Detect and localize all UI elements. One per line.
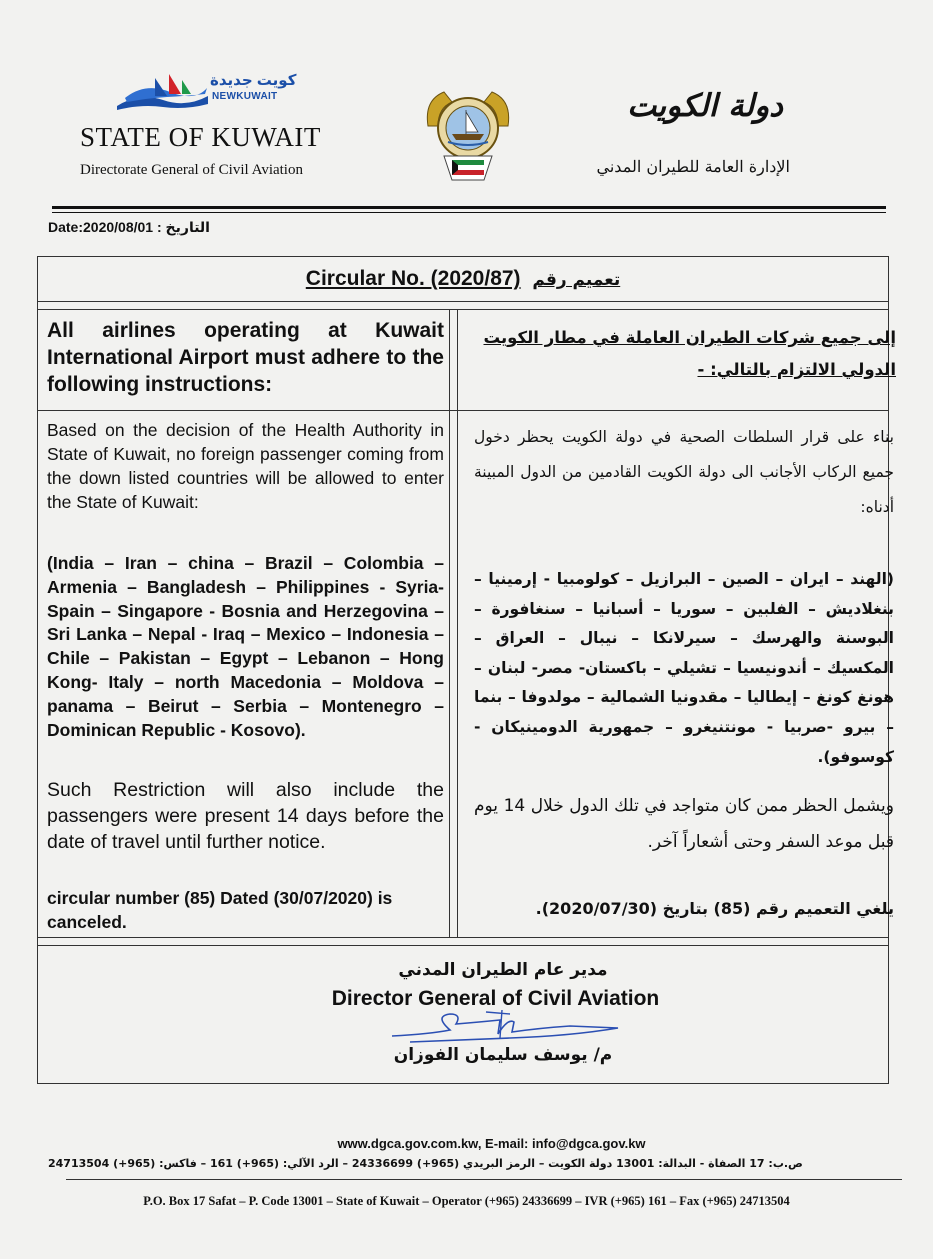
footer-web-email: www.dgca.gov.com.kw, E-mail: info@dgca.gov.kw [337,1136,646,1151]
logo-english-text: NEWKUWAIT [212,91,278,102]
arabic-restriction: ويشمل الحظر ممن كان متواجد في تلك الدول خلال 14 يوم قبل موعد السفر وحتى أشعاراً آخر. [474,796,894,852]
title-divider [37,301,889,302]
signatory-title-english: Director General of Civil Aviation [331,987,660,1010]
directorate-arabic: الإدارة العامة للطيران المدني [596,157,790,176]
column-divider-inner [457,309,458,937]
english-cancel-note: circular number (85) Dated (30/07/2020) is canceled. [47,888,393,932]
body-divider [37,937,889,938]
arabic-body: بناء على قرار السلطات الصحية في دولة الكويت يحظر دخول جميع الركاب الأجانب الى دولة الكويت القادمين من الدول المبينة أدناه: [474,428,894,516]
signatory-name-arabic: م/ يوسف سليمان الفوزان [393,1045,613,1065]
logo-arabic-text: كويت جديدة [210,72,297,89]
signatory-title-arabic: مدير عام الطيران المدني [398,960,608,980]
state-title-english: STATE OF KUWAIT [80,122,321,152]
circular-title-arabic: تعميم رقم [532,270,621,290]
header-rule-thin [52,212,886,213]
header-rule-thick [52,206,886,209]
column-divider [449,309,450,937]
state-title-arabic: دولة الكويت [627,88,783,124]
english-body: Based on the decision of the Health Authority in State of Kuwait, no foreign passenger coming from the down listed countries will be allowed to enter the State of Kuwait: [47,420,444,512]
directorate-english: Directorate General of Civil Aviation [80,162,303,178]
heading-divider [37,410,889,411]
footer-contact-arabic: ص.ب: 17 الصفاة - البدالة: 13001 دولة الكويت – الرمز البريدي (965+) 24336699 – الرد الآلي: (965+) 161 – فاكس: (965+) 24713504 [48,1157,803,1170]
english-heading: All airlines operating at Kuwait International Airport must adhere to the following instructions: [47,319,444,396]
body-divider-inner [37,945,889,946]
circular-number [37,267,889,291]
footer-contact-english: P.O. Box 17 Safat – P. Code 13001 – State of Kuwait – Operator (+965) 24336699 – IVR (+965) 161 – Fax (+965) 24713504 [143,1194,790,1208]
circular-date: Date:2020/08/01 : التاريخ [48,219,210,235]
handwritten-signature [390,1008,620,1048]
title-divider-inner [37,309,889,310]
newkuwait-logo-wave-icon [115,70,210,112]
circular-title-english: Circular No. (2020/87) [305,267,521,290]
english-restriction: Such Restriction will also include the passengers were present 14 days before the date of travel until further notice. [47,779,444,853]
arabic-country-list: (الهند – ايران – الصين – البرازيل – كولومبيا - إرمينيا – بنغلاديش – الفلبين – سوريا – أسبانيا – سنغافورة – البوسنة والهرسك – سيرلانكا – نيبال – العراق – المكسيك – أندونيسيا – تشيلي – باكستان- مصر- لبنان – هونغ كونغ – إيطاليا – مقدونيا الشمالية – مولدوفا – بنما – بيرو -صربيا - مونتنيغرو – جمهورية الدومينيكان - كوسوفو). [474,570,894,766]
arabic-heading: إلى جميع شركات الطيران العاملة في مطار الكويت الدولي الالتزام بالتالي: - [483,328,896,379]
footer-rule [66,1179,902,1180]
english-country-list: (India – Iran – china – Brazil – Colombia – Armenia – Bangladesh – Philippines - Syria-Spain – Singapore - Bosnia and Herzegovina – Sri Lanka – Nepal - Iraq – Mexico – Indonesia – Chile – Pakistan – Egypt – Lebanon – Hong Kong- Italy – north Macedonia – Moldova – panama – Beirut – Serbia – Montenegro – Dominican Republic - Kosovo). [47,553,444,740]
kuwait-emblem-icon [422,86,514,186]
arabic-cancel-note: يلغي التعميم رقم (85) بتاريخ (2020/07/30). [535,899,894,918]
